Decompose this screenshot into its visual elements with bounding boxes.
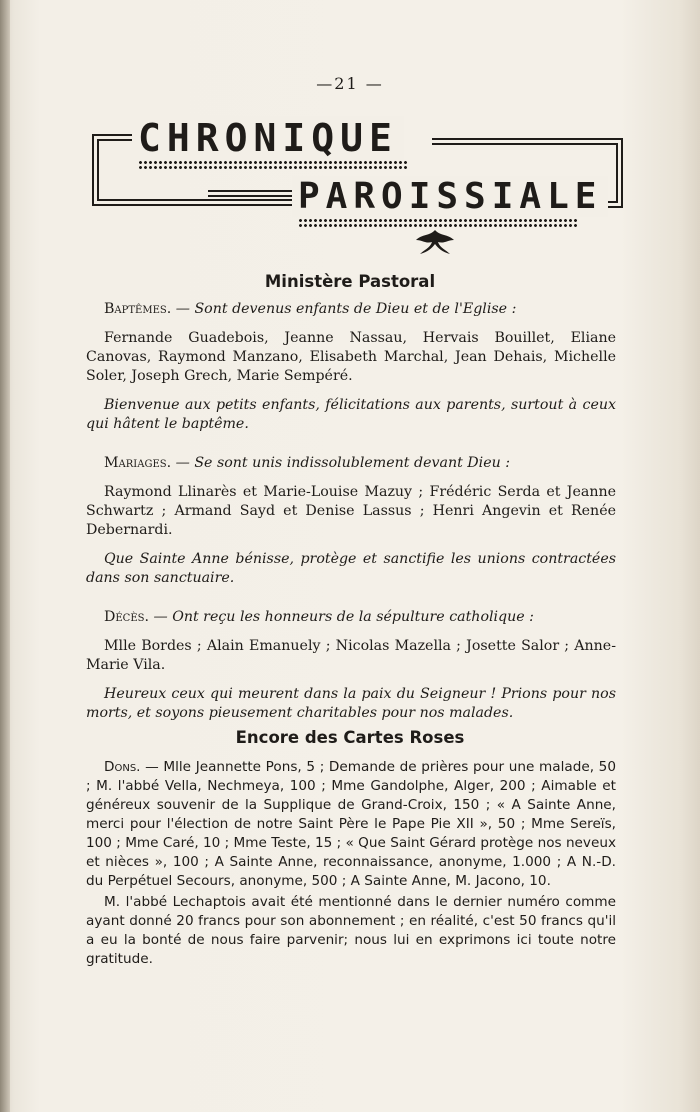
deces-wish: Heureux ceux qui meurent dans la paix du Seigneur ! Prions pour nos morts, et soyons pieusement charitables pour nos malades. [86, 686, 616, 721]
mariages-intro: — Se sont unis indissolublement devant Dieu : [171, 455, 511, 471]
deces-names: Mlle Bordes ; Alain Emanuely ; Nicolas Mazella ; Josette Salor ; Anne-Marie Vila. [86, 638, 616, 673]
section-title-cartes-roses: Encore des Cartes Roses [235, 728, 465, 747]
mariages-heading [86, 454, 616, 473]
mariages-names: Raymond Llinarès et Marie-Louise Mazuy ; Frédéric Serda et Jeanne Schwartz ; Armand Sayd et Denise Lassus ; Henri Angevin et Renée Debernardi. [86, 484, 616, 538]
baptemes-label: Baptêmes. [104, 301, 172, 317]
dons-label: Dons. [104, 759, 141, 775]
header-word-paroissiale: PAROISSIALE [292, 176, 608, 217]
deces-heading [86, 608, 616, 627]
header-word-chronique: CHRONIQUE [132, 116, 404, 160]
section-title-ministere: Ministère Pastoral [264, 272, 436, 291]
baptemes-heading [86, 300, 616, 319]
mariages-wish: Que Sainte Anne bénisse, protège et sanctifie les unions contractées dans son sanctuaire. [86, 551, 616, 586]
floral-ornament-icon [410, 226, 460, 256]
baptemes-names: Fernande Guadebois, Jeanne Nassau, Hervais Bouillet, Eliane Canovas, Raymond Manzano, Elisabeth Marchal, Jean Dehais, Michelle Soler, Joseph Grech, Marie Sempéré. [86, 330, 616, 384]
section-ministere-pastoral [86, 300, 616, 733]
section-cartes-roses [86, 758, 616, 979]
chronicle-header [88, 112, 628, 257]
baptemes-intro: — Sont devenus enfants de Dieu et de l'Eglise : [171, 301, 517, 317]
mariages-label: Mariages. [104, 455, 172, 471]
deces-intro: — Ont reçu les honneurs de la sépulture catholique : [149, 609, 534, 625]
dons-text: — Mlle Jeannette Pons, 5 ; Demande de prières pour une malade, 50 ; M. l'abbé Vella, Nechmeya, 100 ; Mme Gandolphe, Alger, 200 ; Aimable et généreux souvenir de la Supplique de Grand-Croix, 150 ; « A Sainte Anne, merci pour l'élection de notre Saint Père le Pape Pie XII », 50 ; Mme Sereïs, 100 ; Mme Caré, 10 ; Mme Teste, 15 ; « Que Saint Gérard protège nos neveux et nièces », 100 ; A Sainte Anne, reconnaissance, anonyme, 1.000 ; A N.-D. du Perpétuel Secours, anonyme, 500 ; A Sainte Anne, M. Jacono, 10. [86, 759, 616, 889]
deces-label: Décès. [104, 609, 149, 625]
dons-paragraph [86, 758, 616, 891]
baptemes-wish: Bienvenue aux petits enfants, félicitations aux parents, surtout à ceux qui hâtent le baptême. [86, 397, 616, 432]
page-number: —21 — [316, 74, 384, 93]
correction-note: M. l'abbé Lechaptois avait été mentionné dans le dernier numéro comme ayant donné 20 francs pour son abonnement ; en réalité, c'est 50 francs qu'il a eu la bonté de nous faire parvenir; nous lui en exprimons ici toute notre gratitude. [86, 894, 616, 967]
header-dotted-band-1 [138, 160, 408, 169]
